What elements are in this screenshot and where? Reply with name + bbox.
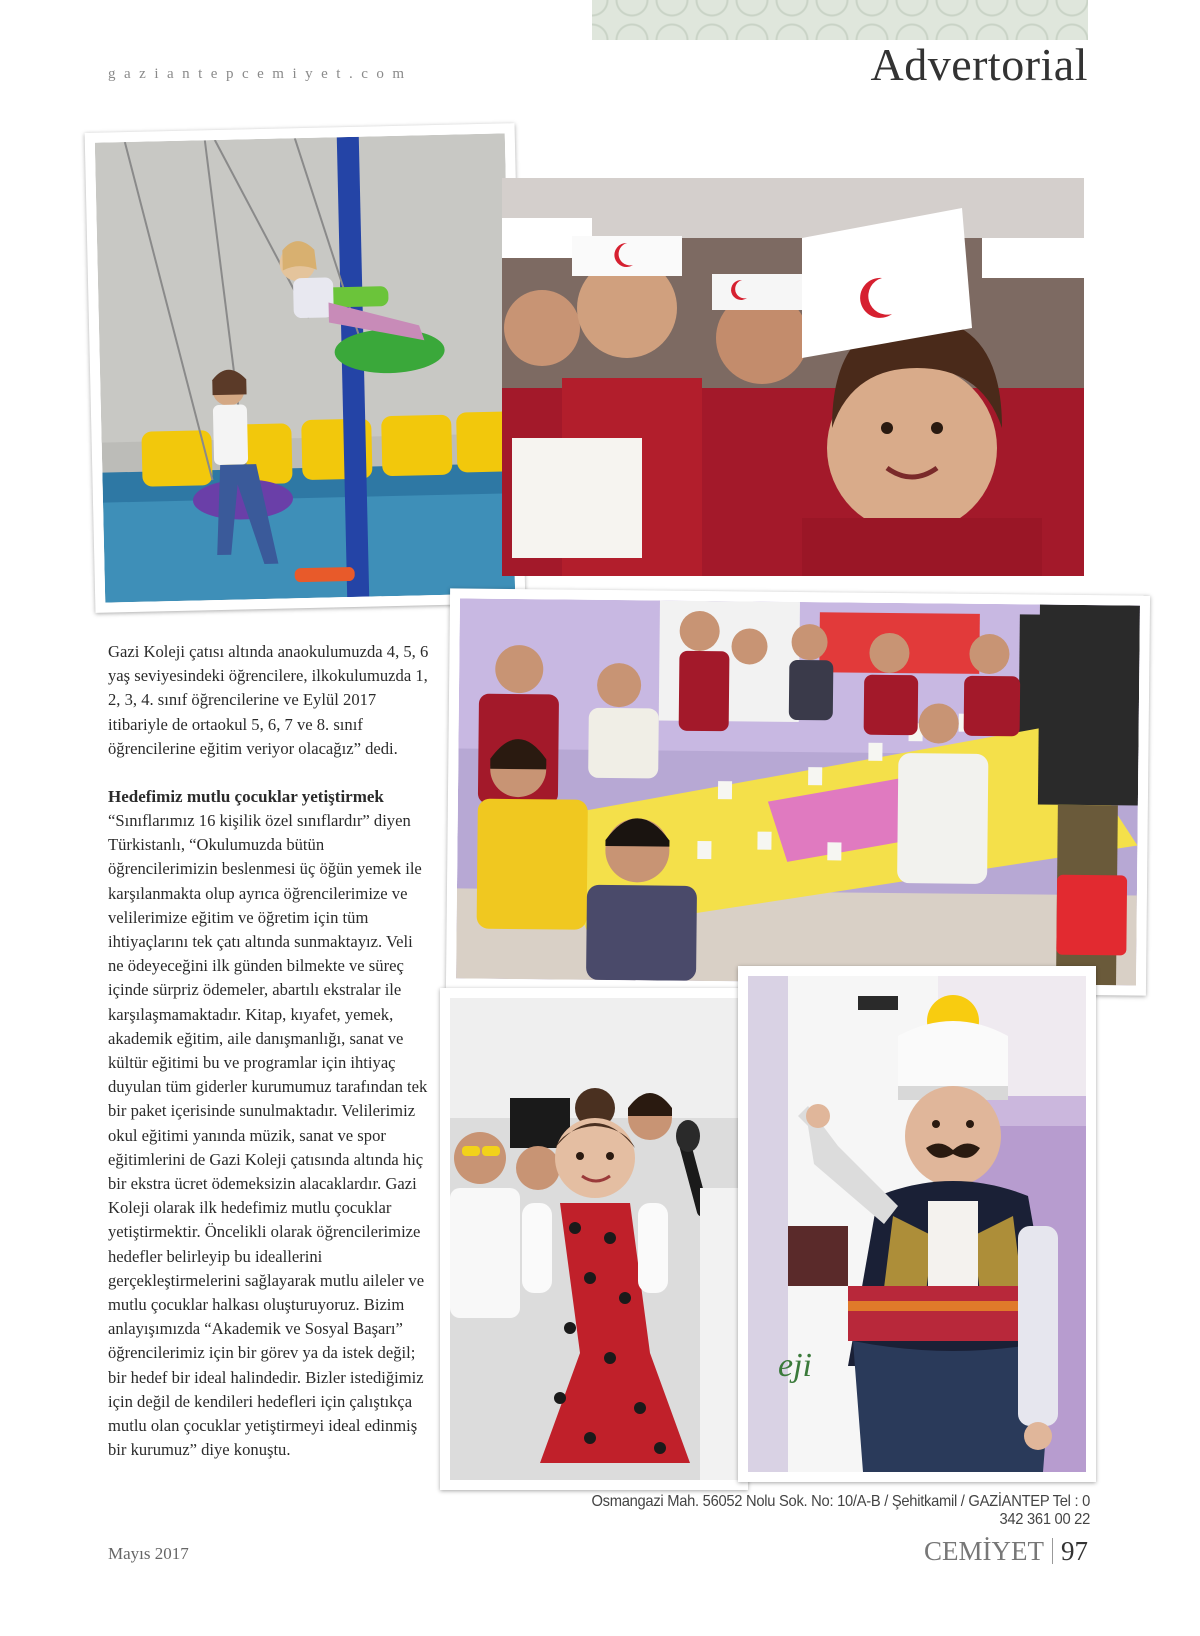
- swing-scene: [95, 133, 515, 602]
- photo-classroom: [446, 588, 1150, 995]
- article-body: [108, 640, 430, 1463]
- school-address: Osmangazi Mah. 56052 Nolu Sok. No: 10/A-B / Şehitkamil / GAZİANTEP Tel : 0 342 361 00 22: [591, 1493, 1090, 1528]
- footer-brand: [924, 1536, 1088, 1567]
- section-label: Advertorial: [870, 39, 1088, 90]
- article-paragraph-intro: Gazi Koleji çatısı altında anaokulumuzda 4, 5, 6 yaş seviyesindeki öğrencilere, ilkokulumuzda 1, 2, 3, 4. sınıf öğrencilerine ve Eylül 2017 itibariyle de ortaokul 5, 6, 7 ve 8. sınıf öğrencilerine eğitim veriyor olacağız” dedi.: [108, 642, 429, 758]
- photo-swing: [85, 123, 526, 613]
- footer-magazine-name: CEMİYET: [924, 1536, 1044, 1566]
- footer-separator: [1052, 1538, 1053, 1564]
- article-paragraph-main: “Sınıflarımız 16 kişilik özel sınıflardır” diyen Türkistanlı, “Okulumuzda bütün öğrencilerimizin beslenmesi üç öğün yemek ile karşılanmakta olup ayrıca öğrencilerimize ve velilerimize eğitim ve öğretim için tüm ihtiyaçlarını tek çatı altında sunmaktayız. Veli ne ödeyeceğini ilk günden bilmekte ve süreç içinde sürpriz ödemeler, abartılı ekstralar ile karşılaşmamaktadır. Kitap, kıyafet, yemek, akademik eğitim, aile danışmanlığı, sanat ve kültür eğitimi bu ve programlar için ihtiyaç duyulan tüm giderler kurumumuz tarafından tek bir paket içerisinde sunulmaktadır. Velilerimiz okul eğitimi yanında müzik, sanat ve spor eğitimlerini de Gazi Koleji çatısında altında hiç bir ekstra ücret ödemeksizin alacaklardır. Gazi Koleji olarak ilk hedefimiz mutlu çocuklar yetiştirmektir. Öncelikli olarak öğrencilerimize hedefler belirleyip bu ideallerini gerçekleştirmelerini sağlayarak mutlu aileler ve mutlu çocuklar halkası oluşturuyoruz. Bizim anlayışımızda “Akademik ve Sosyal Başarı” öğrencilerimiz için bir görev ya da istek değil; bir hedef bir ideal halindedir. Bizler istediğimiz için değil de kendileri hedefleri için çalıştıkça mutlu olan çocuklar yetiştirmeyi ideal edinmiş bir kurumuz” diye konuştu.: [108, 811, 428, 1460]
- page-number: 97: [1061, 1536, 1088, 1566]
- footer-date: Mayıs 2017: [108, 1544, 189, 1563]
- photo-red-crescent: [502, 178, 1084, 576]
- photo-boy-costume: [738, 966, 1096, 1482]
- girl-microphone-scene: [450, 998, 738, 1480]
- wall-sign-text: eji: [778, 1347, 812, 1384]
- site-url: gaziantepcemiyet.com: [108, 66, 413, 82]
- photo-girl-microphone: [440, 988, 748, 1490]
- red-crescent-scene: [502, 178, 1084, 576]
- boy-costume-scene: [748, 976, 1086, 1472]
- classroom-scene: [456, 598, 1140, 985]
- article-subheading: Hedefimiz mutlu çocuklar yetiştirmek: [108, 787, 384, 807]
- header-pattern-band: [592, 0, 1088, 40]
